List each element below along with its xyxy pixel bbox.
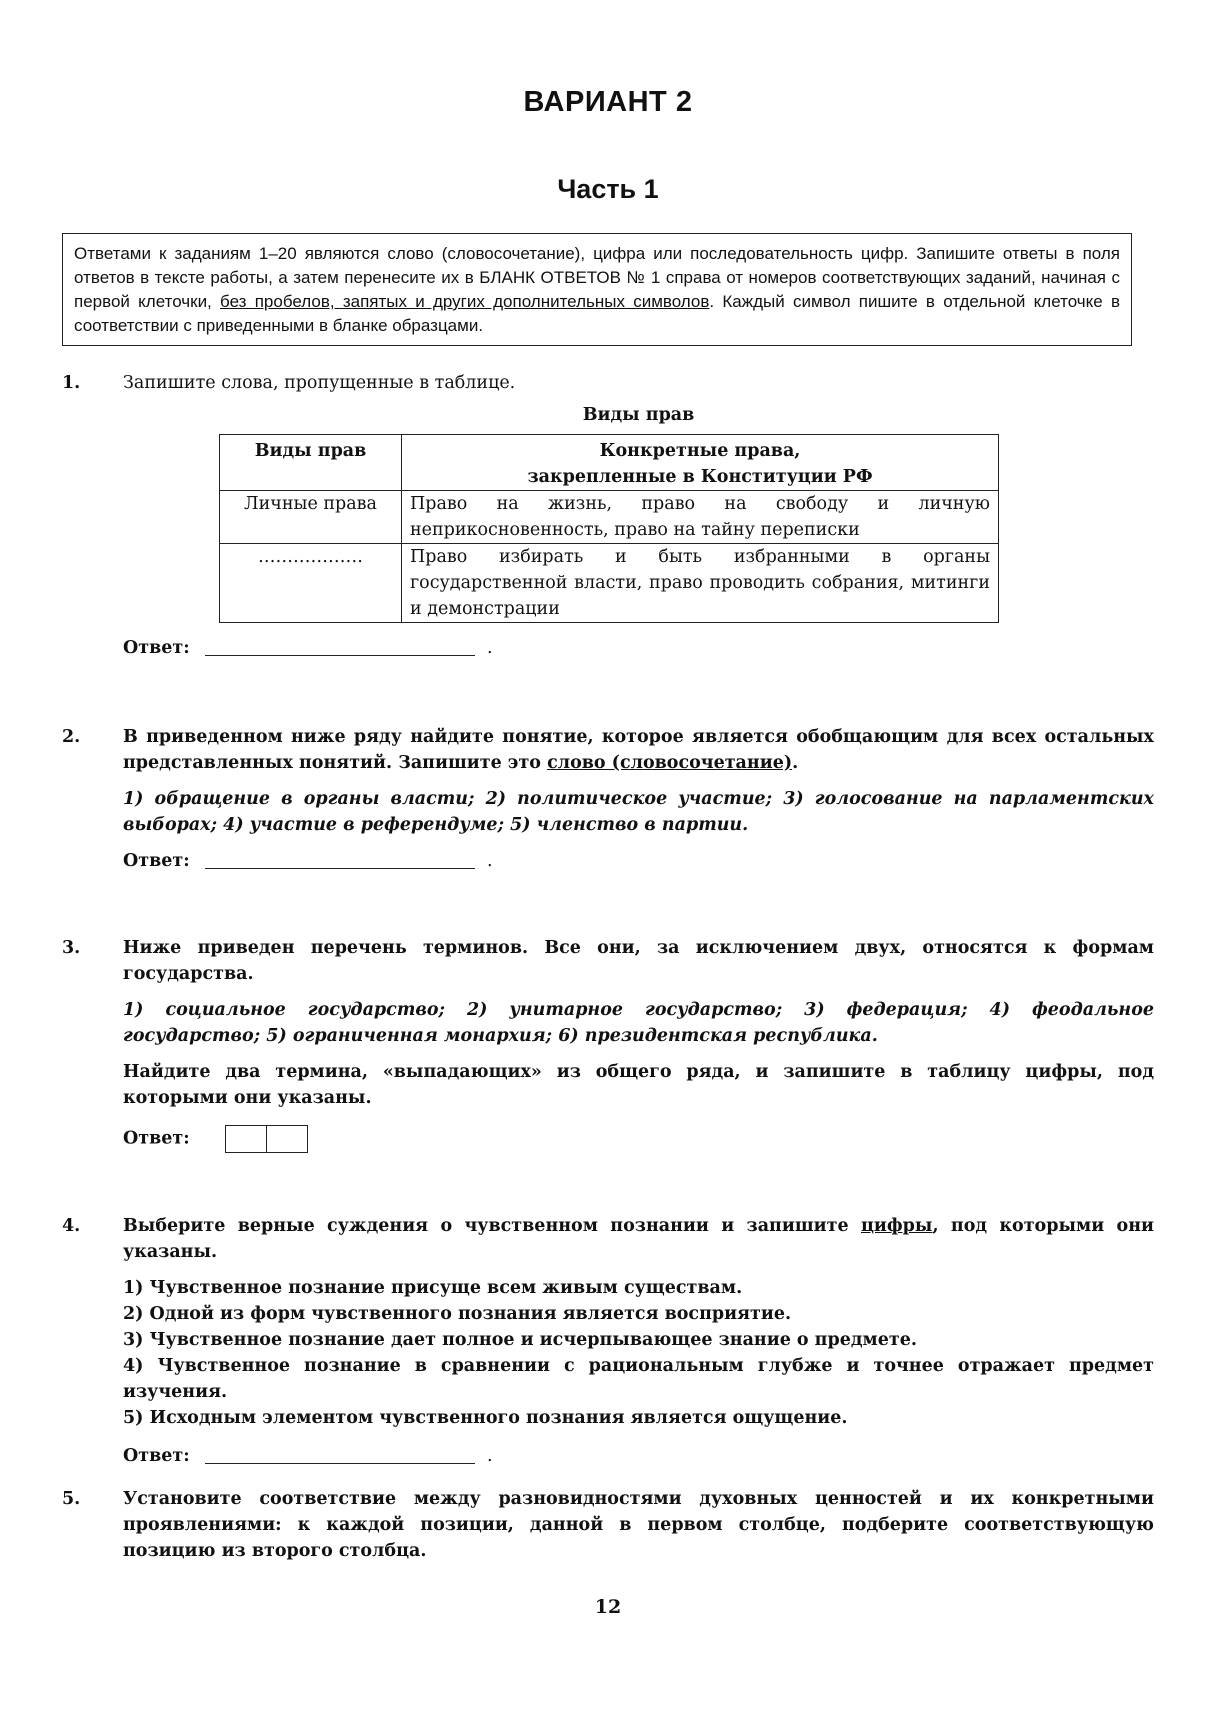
list-item: 4) Чувственное познание в сравнении с рациональным глубже и точнее отражает предмет изучения. — [123, 1356, 1154, 1402]
row-rights: Право на жизнь, право на свободу и личную неприкосновенность, право на тайну переписки — [402, 491, 999, 544]
col2-header — [402, 435, 999, 491]
rights-table — [219, 434, 999, 623]
question-underlined: слово (словосочетание) — [547, 753, 793, 773]
part-title: Часть 1 — [557, 174, 659, 204]
question-2 — [62, 724, 1154, 876]
row-rights: Право избирать и быть избранными в органы государственной власти, право проводить собрания, митинги и демонстрации — [402, 544, 999, 623]
question-text-end: , под которыми они указаны. — [123, 1216, 1154, 1262]
list-item: 3) Чувственное познание дает полное и исчерпывающее знание о предмете. — [123, 1330, 917, 1350]
instructions-text: Ответами к заданиям 1–20 являются слово (словосочетание), цифра или последовательность цифр. Запишите ответы в поля ответов в тексте работы, а затем перенесите их в БЛАНК ОТВЕТОВ № 1 справа от номеров соответствующих заданий, начиная с первой клеточки, — [74, 244, 1120, 311]
row-type-missing[interactable]: ……………… — [220, 544, 402, 623]
question-number: 3. — [62, 938, 81, 958]
question-options: 1) обращение в органы власти; 2) политическое участие; 3) голосование на парламентских выборах; 4) участие в референдуме; 5) членство в партии. — [123, 789, 1154, 835]
question-text-start: Выберите верные суждения о чувственном познании и запишите — [123, 1216, 861, 1236]
question-text: Запишите слова, пропущенные в таблице. — [123, 373, 516, 393]
question-number: 5. — [62, 1489, 81, 1509]
question-number: 2. — [62, 727, 81, 747]
table-header-row — [220, 435, 999, 491]
table-row — [220, 491, 999, 544]
question-text: Установите соответствие между разновидностями духовных ценностей и их конкретными проявлениями: к каждой позиции, данной в первом столбце, подберите соответствующую позицию из второго столбца. — [123, 1489, 1154, 1561]
table-caption: Виды прав — [582, 405, 695, 425]
instructions-box — [62, 233, 1132, 346]
question-options: 1) социальное государство; 2) унитарное государство; 3) федерация; 4) феодальное государство; 5) ограниченная монархия; 6) президентская республика. — [123, 1000, 1154, 1046]
answer-label: Ответ: — [123, 1446, 190, 1466]
question-text — [123, 1213, 1154, 1265]
question-text-end: . — [792, 753, 799, 773]
answer-boxes — [225, 1125, 306, 1153]
question-1 — [62, 370, 1154, 663]
answer-field[interactable] — [205, 655, 475, 656]
question-number: 4. — [62, 1216, 81, 1236]
answer-row — [123, 1125, 1154, 1157]
question-task: Найдите два термина, «выпадающих» из общего ряда, и запишите в таблицу цифры, под которыми они указаны. — [123, 1062, 1154, 1108]
answer-box-1[interactable] — [225, 1125, 267, 1153]
answer-field[interactable] — [205, 1463, 475, 1464]
row-type: Личные права — [220, 491, 402, 544]
answer-label: Ответ: — [123, 638, 190, 658]
question-4 — [62, 1213, 1154, 1471]
answer-dot: . — [487, 1446, 493, 1466]
answer-row — [123, 635, 1154, 663]
question-number: 1. — [62, 373, 81, 393]
answer-box-2[interactable] — [266, 1125, 308, 1153]
table-row — [220, 544, 999, 623]
list-item: 1) Чувственное познание присуще всем живым существам. — [123, 1278, 743, 1298]
col2-header-line1: Конкретные права, — [599, 441, 801, 461]
col1-header: Виды прав — [220, 435, 402, 491]
answer-label: Ответ: — [123, 1128, 190, 1149]
question-3 — [62, 935, 1154, 1157]
variant-title: ВАРИАНТ 2 — [523, 86, 693, 118]
instructions-text-end: . Каждый символ пишите в отдельной клеточке в соответствии с приведенными в бланке образцами. — [74, 292, 1121, 335]
instructions-underlined: без пробелов, запятых и других дополнительных символов — [220, 292, 710, 311]
col2-header-line2: закрепленные в Конституции РФ — [527, 467, 873, 487]
list-item: 2) Одной из форм чувственного познания является восприятие. — [123, 1304, 792, 1324]
question-text — [123, 724, 1154, 776]
question-text-start: В приведенном ниже ряду найдите понятие, которое является обобщающим для всех остальных представленных понятий. Запишите это — [123, 727, 1154, 773]
answer-dot: . — [487, 851, 493, 871]
answer-label: Ответ: — [123, 851, 190, 871]
answer-row — [123, 1443, 1154, 1471]
answer-dot: . — [487, 638, 493, 658]
list-item: 5) Исходным элементом чувственного познания является ощущение. — [123, 1408, 848, 1428]
question-5 — [62, 1486, 1154, 1564]
judgement-list — [123, 1275, 1154, 1431]
page-number: 12 — [594, 1596, 622, 1618]
question-underlined: цифры — [860, 1216, 933, 1236]
answer-row — [123, 848, 1154, 876]
answer-field[interactable] — [205, 868, 475, 869]
question-text: Ниже приведен перечень терминов. Все они, за исключением двух, относятся к формам государства. — [123, 938, 1154, 984]
